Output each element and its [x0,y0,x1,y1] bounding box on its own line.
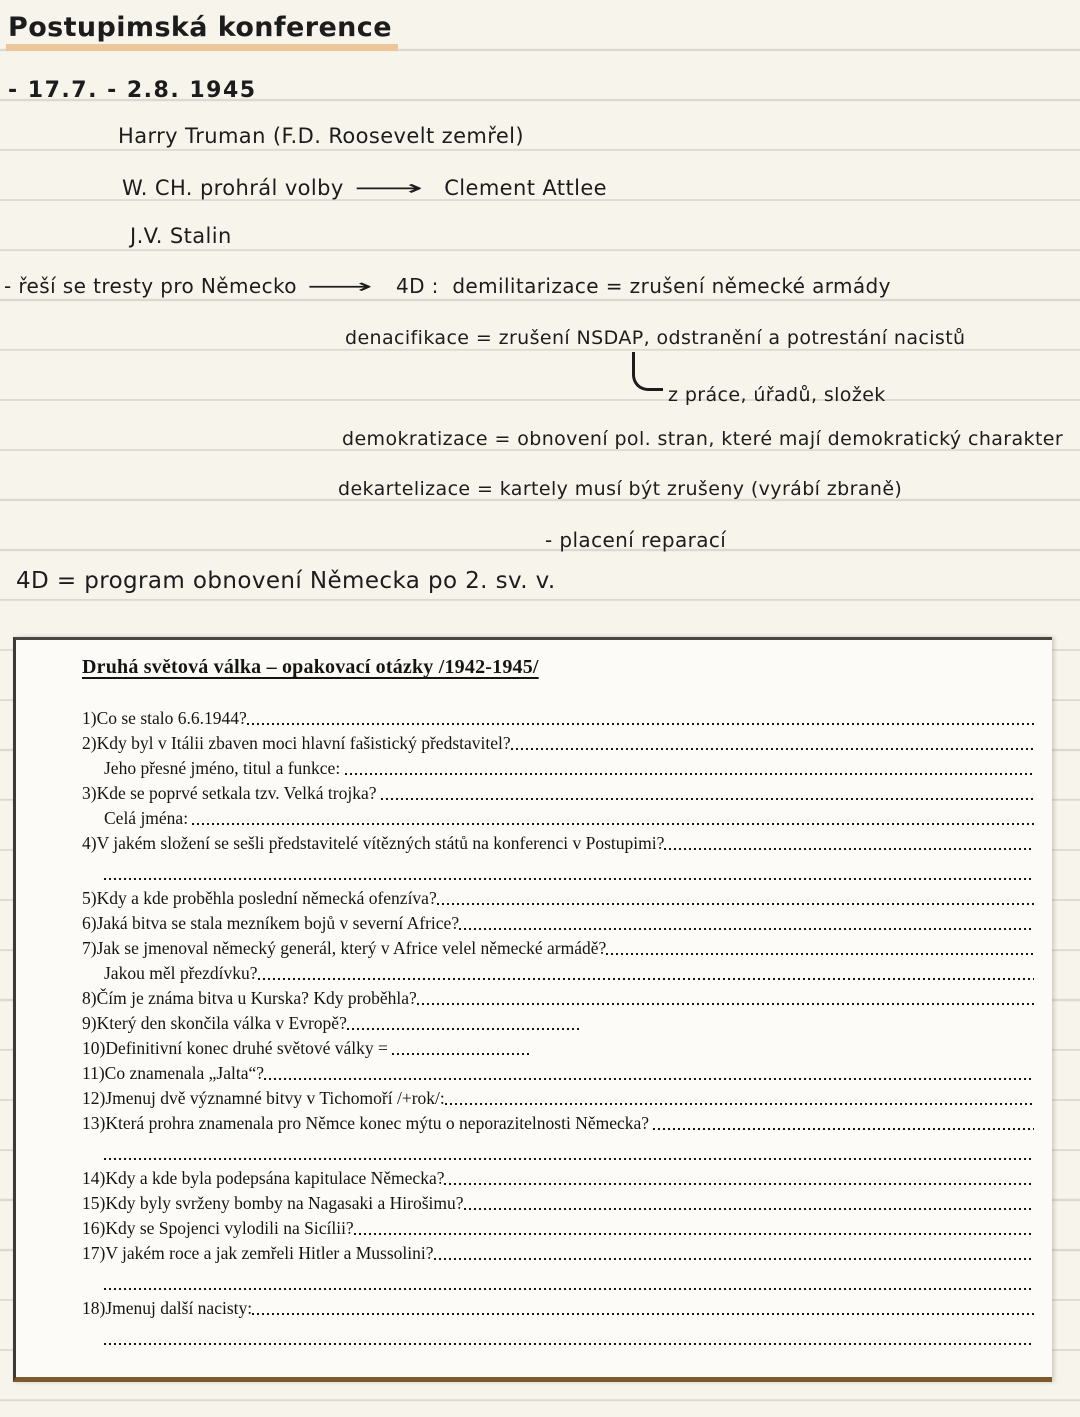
right-arrow-icon: ⟶ [306,274,374,298]
dotted-answer-line [345,756,1034,781]
worksheet-question-row [82,1271,1034,1296]
note-demokratizace: demokratizace = obnovení pol. stran, které mají demokratický charakter [342,428,1064,450]
worksheet-question-row [82,1241,1034,1266]
worksheet-question-row [82,806,1034,831]
dotted-answer-line [252,1296,1034,1321]
question-text: Jeho přesné jméno, titul a funkce: [104,758,345,778]
worksheet-question-row [82,756,1034,781]
dotted-answer-line [264,1061,1034,1086]
worksheet-question-row [82,1166,1034,1191]
question-text: 4)V jakém složení se sešli představitelé vítězných států na konferenci v Postupimi? [82,833,665,853]
question-text: 2)Kdy byl v Itálii zbaven moci hlavní fašistický představitel? [82,733,511,753]
question-text: Jakou měl přezdívku? [104,963,258,983]
worksheet-question-row [82,1111,1034,1136]
dotted-answer-line [434,1241,1034,1266]
note-4d-label: 4D : [395,274,439,298]
worksheet-question-row [82,1086,1034,1111]
dotted-answer-line [664,831,1034,856]
worksheet-question-row [82,1191,1034,1216]
question-text: 12)Jmenuj dvě významné bitvy v Tichomoří /+rok/: [82,1088,445,1108]
note-tresty: - řeší se tresty pro Německo [4,274,297,298]
worksheet-question-row [82,1011,1034,1036]
worksheet-question-row [82,861,1034,886]
dotted-answer-line [192,806,1034,831]
dotted-answer-line [104,1271,1034,1296]
note-4d-definition: 4D = program obnovení Německa po 2. sv. v. [16,568,556,594]
question-text: 13)Která prohra znamenala pro Němce konec mýtu o neporazitelnosti Německa? [82,1113,654,1133]
note-tresty-4d [4,274,891,298]
worksheet-question-row [82,831,1034,856]
dotted-answer-line [445,1086,1034,1111]
note-churchill-attlee [122,176,607,200]
dotted-answer-line [104,1326,1034,1351]
worksheet-question-row [82,961,1034,986]
question-text: Celá jména: [104,808,193,828]
worksheet-question-row [82,986,1034,1011]
worksheet-question-row [82,731,1034,756]
question-text: 18)Jmenuj další nacisty: [82,1298,253,1318]
question-text: 10)Definitivní konec druhé světové války = [82,1038,393,1058]
dotted-answer-line [381,781,1034,806]
notes-title: Postupimská konference [6,12,398,51]
question-text: 3)Kde se poprvé setkala tzv. Velká trojka? [82,783,381,803]
worksheet-question-row [82,706,1034,731]
worksheet-title: Druhá světová válka – opakovací otázky /1942-1945/ [82,656,539,678]
dotted-answer-line [417,986,1034,1011]
worksheet-question-row [82,1296,1034,1321]
dotted-answer-line [464,1191,1034,1216]
worksheet-question-row [82,1141,1034,1166]
note-demilitarizace: demilitarizace = zrušení německé armády [452,274,891,298]
dotted-answer-line [459,911,1034,936]
dotted-answer-line [347,1011,582,1036]
dotted-answer-line [104,861,1034,886]
dotted-answer-line [444,1166,1034,1191]
note-denacifikace: denacifikace = zrušení NSDAP, odstranění a potrestání nacistů [345,327,966,349]
note-branch: z práce, úřadů, složek [668,384,886,406]
worksheet-question-row [82,1216,1034,1241]
worksheet-question-row [82,1036,1034,1061]
question-text: 1)Co se stalo 6.6.1944? [82,708,247,728]
worksheet-question-row [82,1061,1034,1086]
worksheet-sheet [13,637,1052,1382]
question-text: 7)Jak se jmenoval německý generál, který v Africe velel německé armádě? [82,938,607,958]
question-text: 17)V jakém roce a jak zemřeli Hitler a Mussolini? [82,1243,434,1263]
dotted-answer-line [104,1141,1034,1166]
question-text: 14)Kdy a kde byla podepsána kapitulace Německa? [82,1168,445,1188]
worksheet-question-row [82,781,1034,806]
note-reparace: - placení reparací [545,528,727,552]
note-stalin: J.V. Stalin [130,224,232,248]
worksheet-question-list [82,706,1034,1351]
dotted-answer-line [258,961,1034,986]
dotted-answer-line [653,1111,1034,1136]
dotted-answer-line [606,936,1034,961]
question-text: 9)Který den skončila válka v Evropě? [82,1013,347,1033]
worksheet-question-row [82,911,1034,936]
question-text: 15)Kdy byly svrženy bomby na Nagasaki a Hirošimu? [82,1193,464,1213]
note-attlee: Clement Attlee [444,176,607,200]
dotted-answer-line [392,1036,532,1061]
dotted-answer-line [354,1216,1034,1241]
dotted-answer-line [247,706,1034,731]
question-text: 8)Čím je známa bitva u Kurska? Kdy proběhla? [82,988,417,1008]
worksheet-question-row [82,1326,1034,1351]
note-churchill: W. CH. prohrál volby [122,176,344,200]
note-dekartelizace: dekartelizace = kartely musí být zrušeny (vyrábí zbraně) [338,478,903,500]
question-text: 5)Kdy a kde proběhla poslední německá ofenzíva? [82,888,437,908]
note-truman: Harry Truman (F.D. Roosevelt zemřel) [118,124,524,148]
conference-dates: - 17.7. - 2.8. 1945 [8,78,257,103]
branch-arrow-icon [632,352,663,391]
worksheet-question-row [82,936,1034,961]
worksheet-question-row [82,886,1034,911]
dotted-answer-line [511,731,1034,756]
question-text: 16)Kdy se Spojenci vylodili na Sicílii? [82,1218,354,1238]
dotted-answer-line [437,886,1034,911]
question-text: 6)Jaká bitva se stala mezníkem bojů v severní Africe? [82,913,460,933]
question-text: 11)Co znamenala „Jalta“? [82,1063,265,1083]
right-arrow-icon: ⟶ [353,176,424,200]
